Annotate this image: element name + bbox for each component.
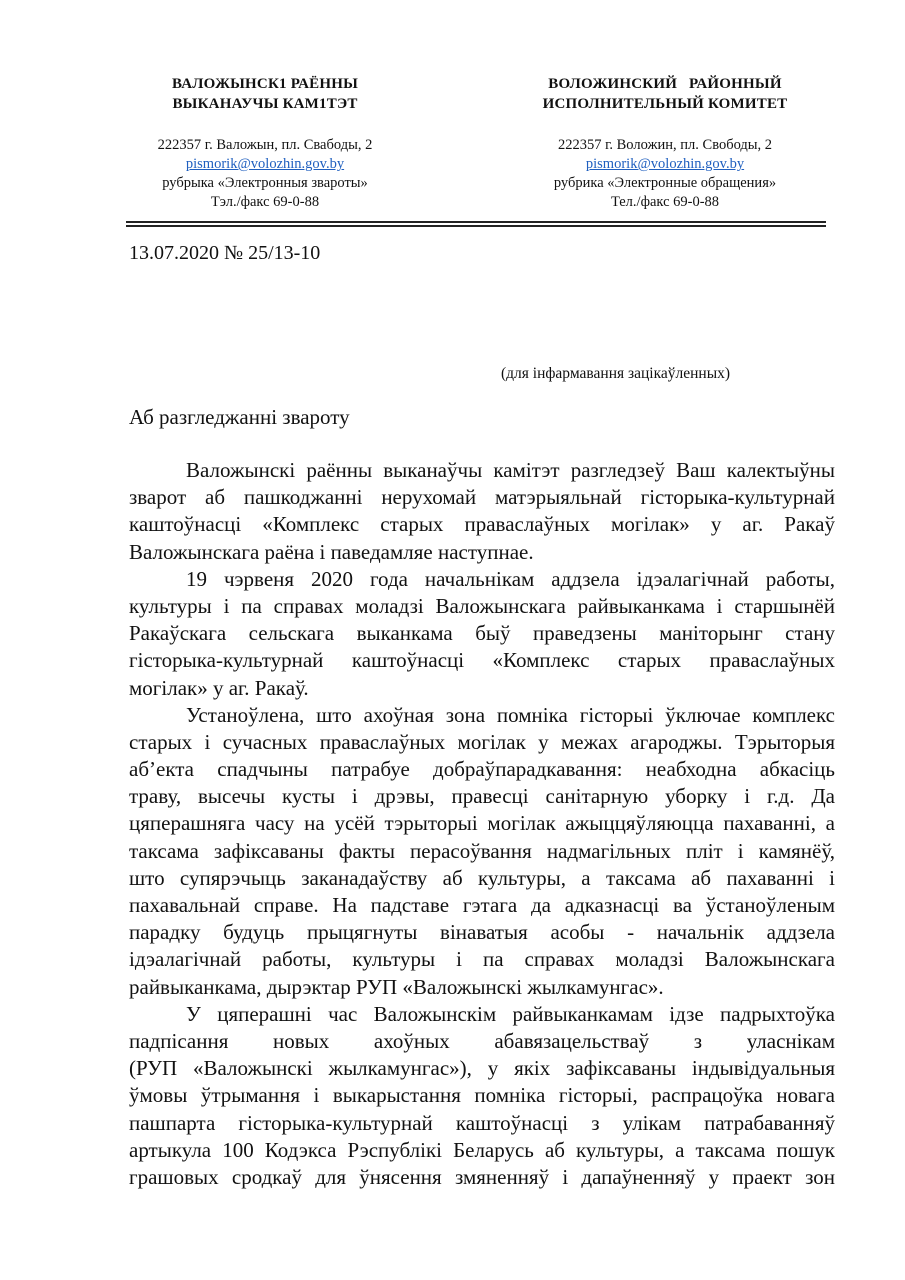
rubric-ru: рубрика «Электронные обращения» [553,175,777,191]
paragraph-line: каштоўнасці «Комплекс старых праваслаўных могілак» у аг. Ракаў [129,512,835,537]
paragraph-line: райвыканкама, дырэктар РУП «Валожынскі жылкамунгас». [129,974,664,999]
paragraph-line: пахавальнай справе. На падставе гэтага да адказнасці ва ўстаноўленым [129,893,835,917]
paragraph-line: старых і сучасных праваслаўных могілак у межах агароджы. Тэрыторыя [129,729,835,754]
rubric-be: рубрыка «Электронныя звароты» [162,175,368,191]
email-link-ru[interactable]: pismorik@volozhin.gov.by [585,156,745,172]
paragraph-line: культуры і па справах моладзі Валожынскага райвыканкама і старшынёй [129,593,835,618]
document-subject: Аб разгледжанні звароту [129,405,350,429]
email-link-be[interactable]: pismorik@volozhin.gov.by [185,156,345,172]
paragraph-line: гісторыка-культурнай каштоўнасці «Комплекс старых праваслаўных [129,648,835,673]
paragraph-line: Валожынскі раённы выканаўчы камітэт разгледзеў Ваш калектыўны [186,458,835,482]
paragraph-line: пашпарта гісторыка-культурнай каштоўнасці з улікам патрабаванняў [129,1110,835,1135]
paragraph-line: грашовых сродкаў для ўнясення змяненняў і дапаўненняў у праект зон [129,1164,835,1189]
phone-ru: Тел./факс 69-0-88 [610,194,720,210]
document-number: 13.07.2020 № 25/13-10 [129,242,321,264]
paragraph-line: падпісання новых ахоўных абавязацельстваў з уласнікам [129,1028,835,1053]
address-be: 222357 г. Валожын, пл. Свабоды, 2 [157,137,373,153]
document-body [129,457,835,1191]
header-left-belarusian [110,74,420,212]
org-name-be-line2: ВЫКАНАУЧЫ КАМ1ТЭТ [172,96,358,112]
paragraph-line: ўмовы ўтрымання і выкарыстання помніка гісторыі, распрацоўка новага [129,1083,835,1108]
paragraph-line: Ракаўскага сельскага выканкама быў праведзены маніторынг стану [129,621,835,646]
paragraph-line: што супярэчыць заканадаўству аб культуры, а таксама аб пахаванні і [129,865,835,890]
header-double-rule [126,221,826,227]
paragraph-line: 19 чэрвеня 2020 года начальнікам аддзела ідэалагічнай работы, [186,566,835,591]
header-right-russian [500,74,830,212]
paragraph-line: Валожынскага раёна і паведамляе наступнае. [129,539,534,564]
paragraph-line: парадку будуць прыцягнуты вінаватыя асобы - начальнік аддзела [129,920,835,945]
recipient-note: (для інфармавання зацікаўленных) [501,365,731,382]
paragraph-line: аб’екта спадчыны патрабуе добраўпарадкавання: неабходна абкасіць [129,757,835,782]
org-name-be-line1: ВАЛОЖЫНСК1 РАЁННЫ [171,76,359,92]
paragraph-line: зварот аб пашкоджанні нерухомай матэрыяльнай гісторыка-культурнай [129,485,835,510]
paragraph-line: цяперашняга часу на усёй тэрыторыі могілак ажыццяўляюцца пахаванні, а [129,811,835,836]
paragraph-line: У цяперашні час Валожынскім райвыканкамам ідзе падрыхтоўка [186,1001,835,1026]
org-name-ru-line2: ИСПОЛНИТЕЛЬНЫЙ КОМИТЕТ [542,96,788,112]
org-name-ru-line1: ВОЛОЖИНСКИЙ РАЙОННЫЙ [548,76,782,92]
paragraph-line: артыкула 100 Кодэкса Рэспублікі Беларусь аб культуры, а таксама пошук [129,1137,835,1162]
paragraph-line: (РУП «Валожынскі жылкамунгас»), у якіх зафіксаваны індывідуальныя [129,1056,835,1081]
contact-block-be [110,136,420,212]
address-ru: 222357 г. Воложин, пл. Свободы, 2 [557,137,773,153]
paragraph-line: траву, высечы кусты і дрэвы, правесці санітарную уборку і г.д. Да [129,784,835,809]
paragraph-line: таксама зафіксаваны факты перасоўвання надмагільных пліт і камянёў, [129,838,835,863]
phone-be: Тэл./факс 69-0-88 [210,194,320,210]
paragraph-line: могілак» у аг. Ракаў. [129,675,309,700]
paragraph-line: ідэалагічнай работы, культуры і па справах моладзі Валожынскага [129,947,835,972]
paragraph-line: Устаноўлена, што ахоўная зона помніка гісторыі ўключае комплекс [186,702,835,727]
contact-block-ru [500,136,830,212]
